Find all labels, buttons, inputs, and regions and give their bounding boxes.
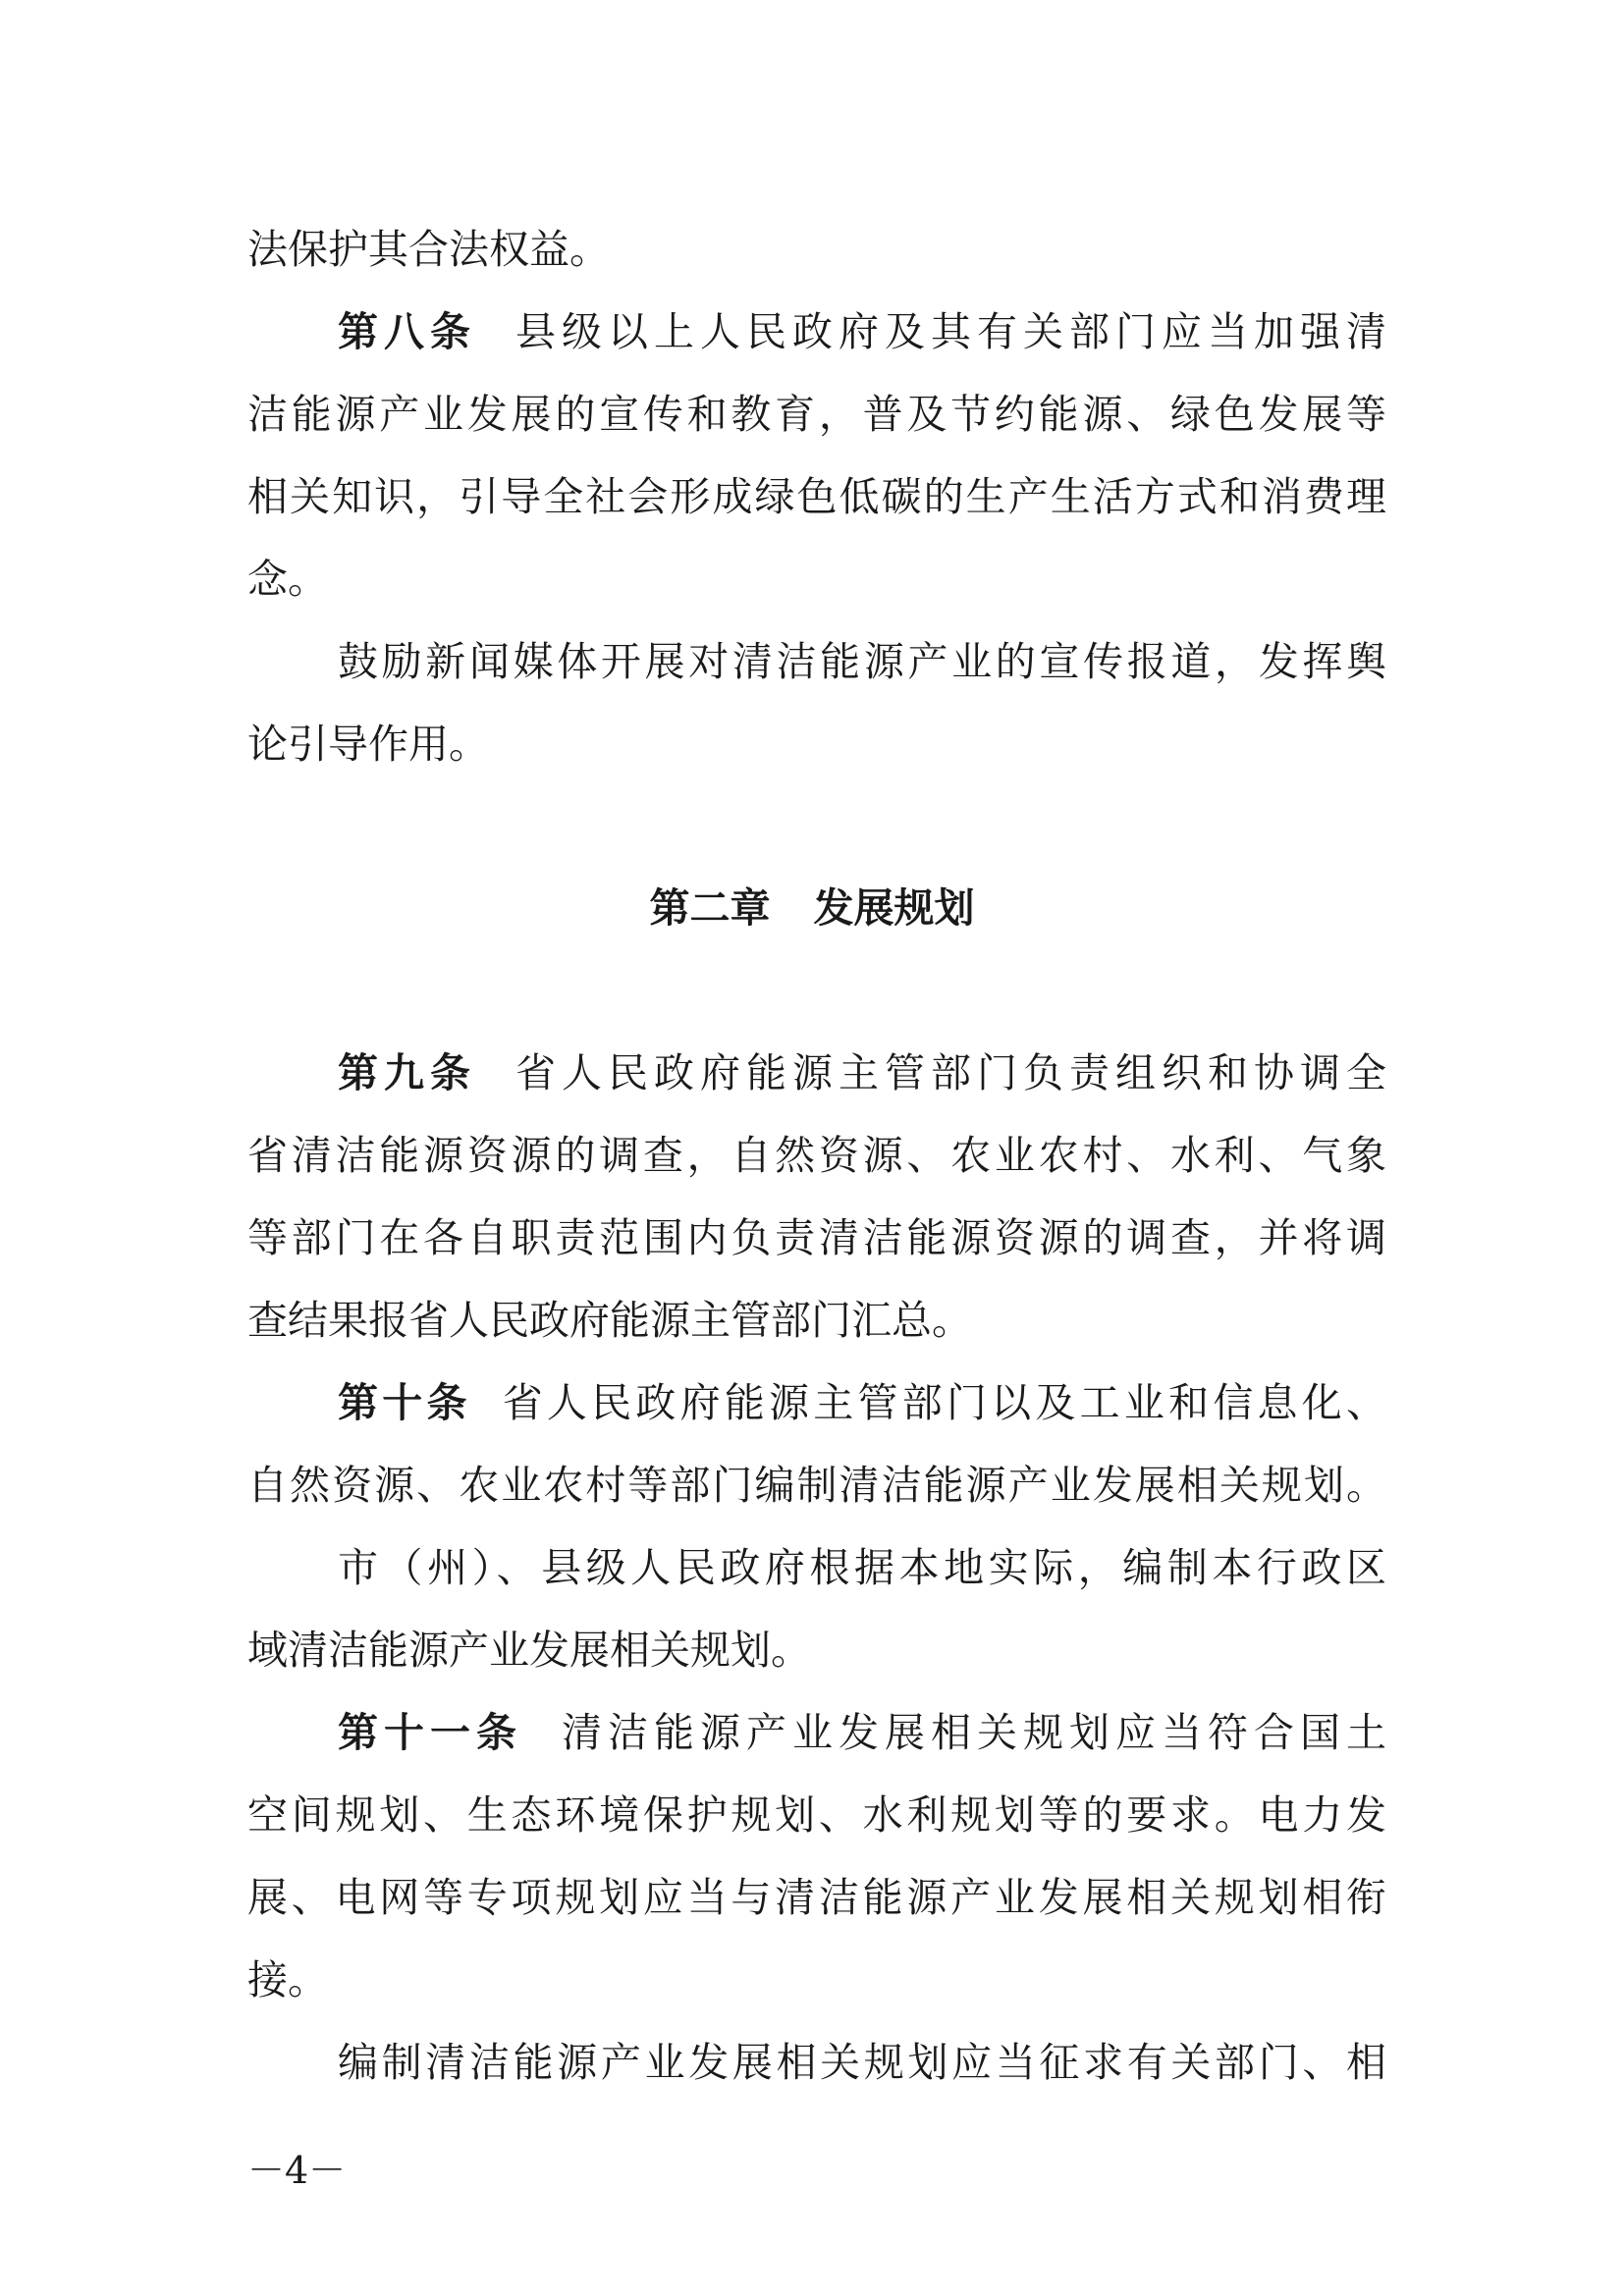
article-9-line-1 <box>338 1045 1386 1100</box>
article-8-text: 县级以上人民政府及其有关部门应当加强清 <box>515 308 1386 355</box>
paragraph-line: 展、电网等专项规划应当与清洁能源产业发展相关规划相衔 <box>247 1874 1386 1921</box>
chapter-title: 发展规划 <box>813 884 975 932</box>
article-10-label: 第十条 <box>338 1379 471 1426</box>
article-11-text: 清洁能源产业发展相关规划应当符合国土 <box>562 1709 1386 1756</box>
article-11-line-1 <box>338 1705 1386 1760</box>
paragraph-line: 法保护其合法权益。 <box>247 226 610 273</box>
paragraph-line: 等部门在各自职责范围内负责清洁能源资源的调查，并将调 <box>247 1214 1386 1261</box>
paragraph-line: 域清洁能源产业发展相关规划。 <box>247 1627 811 1674</box>
paragraph-line: 论引导作用。 <box>247 721 489 768</box>
chapter-number: 第二章 <box>649 884 771 932</box>
article-8-line-1 <box>338 304 1386 359</box>
paragraph-line: 接。 <box>247 1956 328 2003</box>
article-10-line-1 <box>338 1375 1386 1430</box>
paragraph-line: 编制清洁能源产业发展相关规划应当征求有关部门、相 <box>338 2039 1386 2086</box>
paragraph-line: 自然资源、农业农村等部门编制清洁能源产业发展相关规划。 <box>247 1462 1386 1509</box>
paragraph-line: 相关知识，引导全社会形成绿色低碳的生产生活方式和消费理 <box>247 473 1386 520</box>
paragraph-line: 省清洁能源资源的调查，自然资源、农业农村、水利、气象 <box>247 1132 1386 1179</box>
article-8-label: 第八条 <box>338 308 476 355</box>
chapter-heading <box>0 881 1624 935</box>
paragraph-line: 查结果报省人民政府能源主管部门汇总。 <box>247 1297 972 1344</box>
paragraph-line: 市（州）、县级人民政府根据本地实际，编制本行政区 <box>338 1544 1386 1591</box>
paragraph-line: 鼓励新闻媒体开展对清洁能源产业的宣传报道，发挥舆 <box>338 638 1386 685</box>
paragraph-line: 空间规划、生态环境保护规划、水利规划等的要求。电力发 <box>247 1791 1386 1839</box>
page-number: －4－ <box>247 2149 347 2192</box>
paragraph-line: 念。 <box>247 556 328 603</box>
article-9-text: 省人民政府能源主管部门负责组织和协调全 <box>515 1049 1386 1096</box>
article-10-text: 省人民政府能源主管部门以及工业和信息化、 <box>502 1379 1387 1426</box>
article-9-label: 第九条 <box>338 1049 476 1096</box>
article-11-label: 第十一条 <box>338 1709 522 1756</box>
paragraph-line: 洁能源产业发展的宣传和教育，普及节约能源、绿色发展等 <box>247 391 1386 438</box>
